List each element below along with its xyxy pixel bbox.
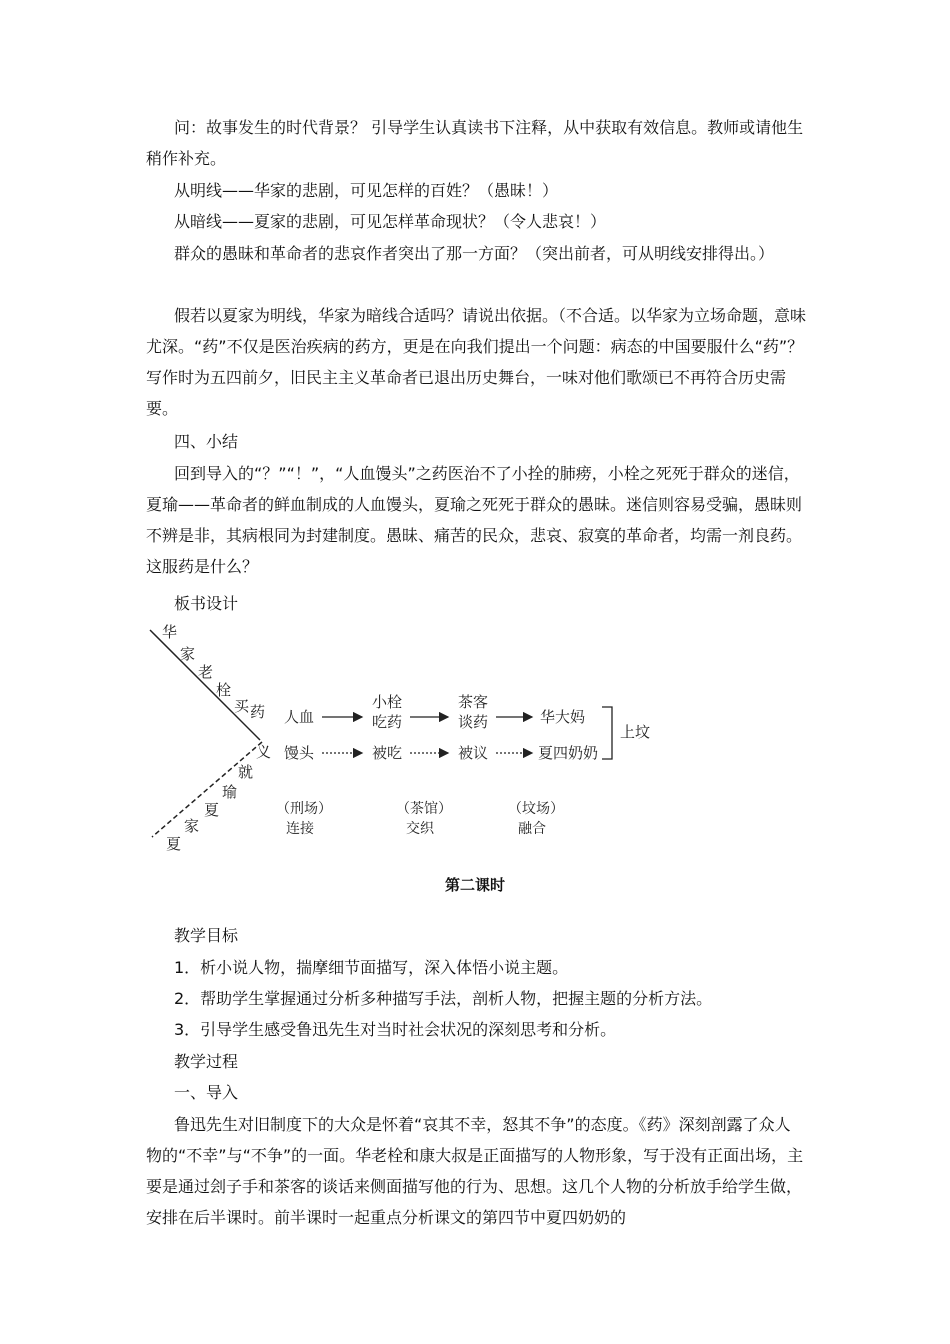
upper-diag-char-4: 栓 — [216, 681, 232, 699]
upper-diag-char-1: 华 — [162, 623, 178, 641]
node-human-blood: 人血 — [284, 708, 315, 726]
lower-diag-char-4: 夏 — [204, 801, 220, 819]
paragraph-intro: 鲁迅先生对旧制度下的大众是怀着“哀其不幸，怒其不争”的态度。《药》深刻剖露了众人物的“不幸”与“不争”的一面。华老栓和康大叔是正面描写的人物形象，写于没有正面出场，主要是通过刽子手和茶客的谈话来侧面描写他的行为、思想。这几个人物的分析放手给学生做，安排在后半课时。前半课时一起重点分析课文的第四节中夏四奶奶的 — [146, 1115, 804, 1227]
paragraph-emphasis-question: 群众的愚昧和革命者的悲哀作者突出了那一方面？（突出前者，可从明线安排得出。） — [174, 244, 775, 263]
node-tea-guests: 茶客 — [458, 693, 489, 711]
node-being-eaten: 被吃 — [372, 744, 403, 762]
lower-diag-char-5: 家 — [184, 817, 200, 835]
upper-diagonal-line — [150, 630, 260, 740]
paragraph-thread-swap: 假若以夏家为明线，华家为暗线合适吗？请说出依据。（不合适。以华家为立场命题，意味尤深。“药”不仅是医治疾病的药方，更是在向我们提出一个问题：病态的中国要服什么“药”？写作时为五四前夕，旧民主主义革命者已退出历史舞台，一味对他们歌颂已不再符合历史需要。 — [146, 306, 807, 418]
action-connect: 连接 — [286, 821, 314, 837]
node-being-discussed: 被议 — [458, 744, 489, 762]
lower-diag-char-6: 夏 — [166, 835, 182, 853]
goal-item-2: 2．帮助学生掌握通过分析多种描写手法，剖析人物，把握主题的分析方法。 — [174, 989, 713, 1008]
place-teahouse: （茶馆） — [396, 801, 452, 817]
action-interweave: 交织 — [406, 821, 434, 837]
node-xiaoshuan: 小栓 — [372, 693, 403, 711]
summary-heading: 四、小结 — [174, 432, 239, 451]
upper-diag-char-2: 家 — [180, 645, 196, 663]
node-talk-medicine: 谈药 — [458, 713, 489, 731]
node-visit-grave: 上坟 — [620, 723, 651, 741]
goal-item-3: 3．引导学生感受鲁迅先生对当时社会状况的深刻思考和分析。 — [174, 1020, 617, 1039]
upper-diag-char-5: 买 — [234, 697, 250, 715]
bracket — [602, 707, 612, 759]
board-design-heading: 板书设计 — [174, 594, 239, 613]
upper-diag-char-6: 药 — [250, 703, 266, 721]
node-xia-sinainai: 夏四奶奶 — [538, 744, 599, 762]
lower-diag-char-2: 就 — [238, 763, 254, 781]
paragraph-main-thread: 从明线——华家的悲剧，可见怎样的百姓？（愚昧！） — [174, 181, 559, 200]
board-design-diagram — [140, 615, 680, 865]
place-graveyard: （坟场） — [508, 801, 564, 817]
lower-diag-char-3: 瑜 — [222, 783, 238, 801]
intro-heading: 一、导入 — [174, 1083, 239, 1102]
paragraph-summary: 回到导入的“？”“！”，“人血馒头”之药医治不了小拴的肺痨，小栓之死死于群众的迷信，夏瑜——革命者的鲜血制成的人血馒头，夏瑜之死死于群众的愚昧。迷信则容易受骗，愚昧则不辨是非，其病根同为封建制度。愚昧、痛苦的民众，悲哀、寂寞的革命者，均需一剂良药。这服药是什么？ — [146, 464, 803, 576]
action-merge: 融合 — [518, 821, 546, 837]
paragraph-hidden-thread: 从暗线——夏家的悲剧，可见怎样革命现状？（令人悲哀！） — [174, 212, 607, 231]
lesson2-title: 第二课时 — [444, 876, 505, 894]
node-hua-dama: 华大妈 — [540, 708, 586, 726]
place-execution-ground: （刑场） — [276, 801, 332, 817]
lower-diag-char-1: 义 — [256, 743, 272, 761]
lower-diagonal-line — [152, 742, 262, 837]
upper-diag-char-3: 老 — [198, 663, 214, 681]
goal-item-1: 1．析小说人物，揣摩细节面描写，深入体悟小说主题。 — [174, 958, 569, 977]
node-mantou: 馒头 — [284, 744, 315, 762]
node-eat-medicine: 吃药 — [372, 713, 403, 731]
goals-heading: 教学目标 — [174, 926, 239, 945]
paragraph-background-question: 问：故事发生的时代背景？ 引导学生认真读书下注释，从中获取有效信息。教师或请他生稍作补充。 — [146, 118, 804, 168]
process-heading: 教学过程 — [174, 1052, 239, 1071]
